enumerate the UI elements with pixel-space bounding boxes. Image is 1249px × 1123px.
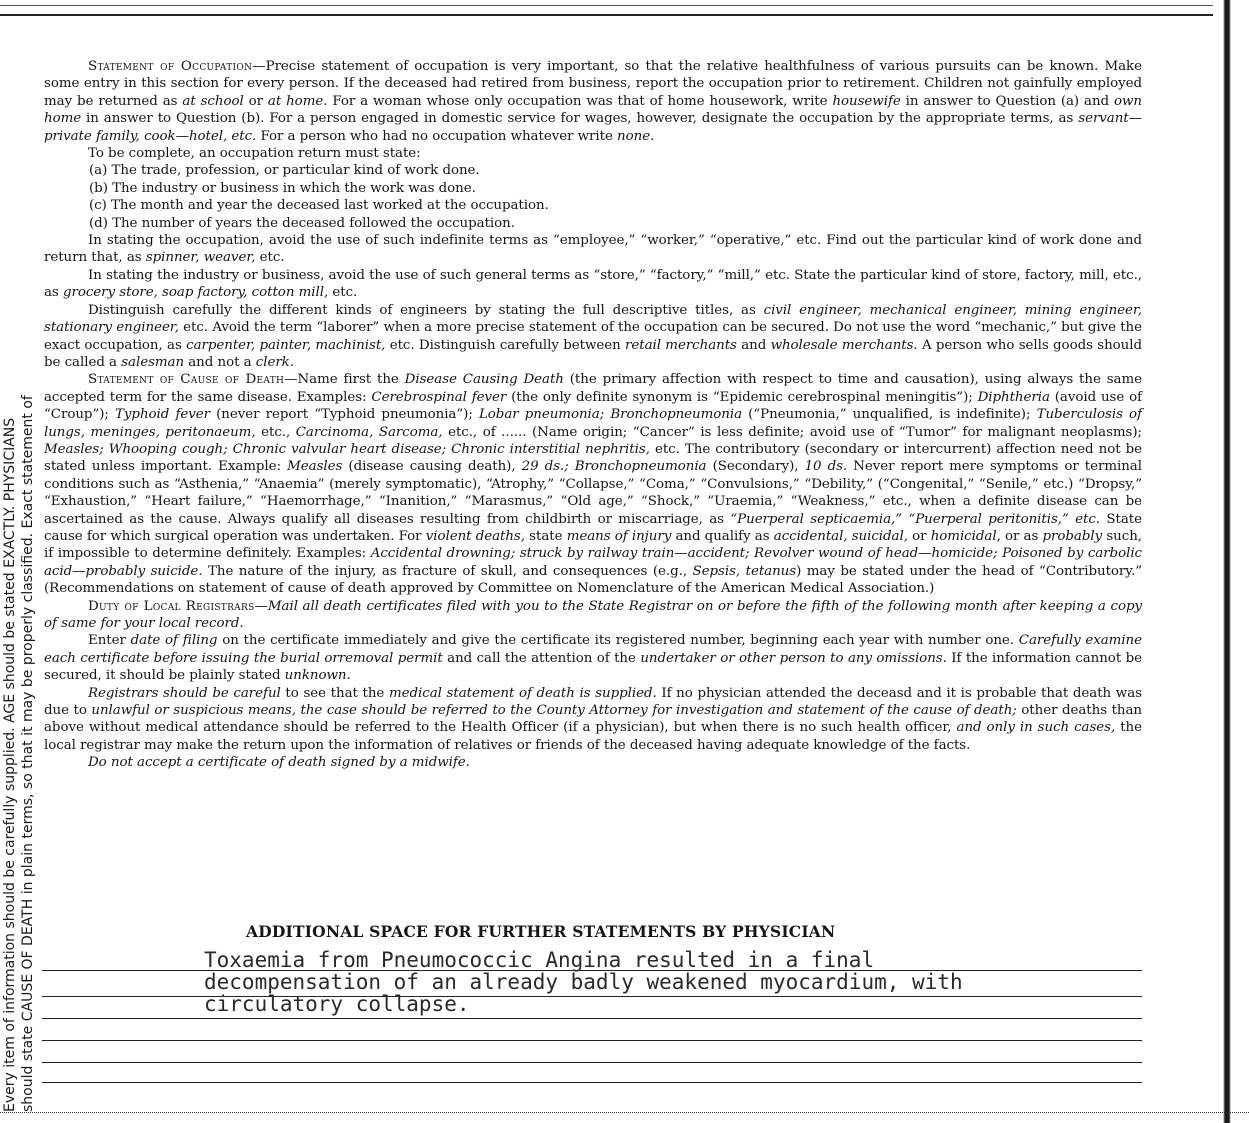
engineers-paragraph: Distinguish carefully the different kinds of engineers by stating the full descriptive titles, as civil engineer, mechanical engineer, mining engineer, stationary engineer, etc. Avoid the term “laborer” when a more precise statement of the occupation can be secured. Do not use the word “mechanic,” but give the exact occupation, as carpenter, painter, machinist, etc. Distinguish carefully between retail merchants and wholesale merchants. A person who sells goods should be called a salesman and not a clerk. — [44, 302, 1142, 370]
occupation-item-c: (c) The month and year the deceased last worked at the occupation. — [89, 198, 549, 214]
page-bottom-edge — [0, 1112, 1249, 1123]
writing-line-5 — [42, 1062, 1142, 1063]
occupation-items — [89, 162, 1142, 232]
complete-intro: To be complete, an occupation return must state: — [88, 146, 421, 162]
writing-line-6 — [42, 1082, 1142, 1083]
side-text-line-2: should state CAUSE OF DEATH in plain terms, so that it may be properly classified. Exact statement of — [20, 395, 36, 1112]
additional-space-title: ADDITIONAL SPACE FOR FURTHER STATEMENTS BY PHYSICIAN — [246, 922, 836, 941]
stating-industry-paragraph: In stating the industry or business, avoid the use of such general terms as “store,” “factory,” “mill,” etc. State the particular kind of store, factory, mill, etc., as grocery store, soap factory, cotton mill, etc. — [44, 267, 1142, 301]
writing-line-4 — [42, 1040, 1142, 1041]
physician-statement — [204, 949, 1194, 1015]
cause-heading: Statement of Cause of Death — [88, 372, 285, 388]
cause-of-death-paragraph: Statement of Cause of Death—Name first the Disease Causing Death (the primary affection with respect to time and causation), using always the same accepted term for the same disease. Examples: Cerebrospinal fever (the only definite synonym is “Epidemic cerebrospinal meningitis”); Diphtheria (avoid use of “Croup”); Typhoid fever (never report “Typhoid pneumonia”); Lobar pneumonia; Bronchopneumonia (“Pneumonia,” unqualified, is indefinite); Tuberculosis of lungs, meninges, peritonaeum, etc., Carcinoma, Sarcoma, etc., of ...... (Name origin; “Cancer” is less definite; avoid use of “Tumor” for malignant neoplasms); Measles; Whooping cough; Chronic valvular heart disease; Chronic interstitial nephritis, etc. The contributory (secondary or intercurrent) affection need not be stated unless important. Example: Measles (disease causing death), 29 ds.; Bronchopneumonia (Secondary), 10 ds. Never report mere symptoms or terminal conditions such as “Asthenia,” “Anaemia” (merely symptomatic), “Atrophy,” “Collapse,” “Coma,” “Convulsions,” “Debility,” (“Congenital,” “Senile,” etc.) “Dropsy,” “Exhaustion,” “Heart failure,” “Haemorrhage,” “Inanition,” “Marasmus,” “Old age,” “Shock,” “Uraemia,” “Weakness,” etc., when a definite disease can be ascertained as the cause. Always qualify all diseases resulting from childbirth or miscarriage, as “Puerperal septicaemia,” “Puerperal peritonitis,” etc. State cause for which surgical operation was undertaken. For violent deaths, state means of injury and qualify as accidental, suicidal, or homicidal, or as probably such, if impossible to determine definitely. Examples: Accidental drowning; struck by railway train—accident; Revolver wound of head—homicide; Poisoned by carbolic acid—probably suicide. The nature of the injury, as fracture of skull, and consequences (e.g., Sepsis, tetanus) may be stated under the head of “Contributory.” (Recommendations on statement of cause of death approved by Committee on Nomenclature of the American Medical Association.) — [44, 372, 1142, 597]
occupation-item-b: (b) The industry or business in which the work was done. — [89, 180, 476, 196]
occupation-heading: Statement of Occupation — [88, 59, 253, 74]
physician-statement-line-3: circulatory collapse. — [204, 992, 470, 1016]
side-margin-text — [0, 0, 50, 1123]
occupation-item-a: (a) The trade, profession, or particular kind of work done. — [89, 163, 480, 179]
physician-statement-line-1: Toxaemia from Pneumococcic Angina resulted in a final — [204, 948, 875, 972]
page-right-edge — [1213, 0, 1249, 1123]
duty-heading: Duty of Local Registrars — [88, 598, 255, 614]
writing-line-3 — [42, 1018, 1142, 1019]
stating-occupation-paragraph: In stating the occupation, avoid the use of such indefinite terms as “employee,” “worker,” “operative,” etc. Find out the particular kind of work done and return that, as spinner, weaver, etc. — [44, 233, 1142, 266]
page-top-edge — [0, 0, 1249, 16]
instructions-body — [44, 58, 1142, 772]
side-text-line-1: Every item of information should be carefully supplied. AGE should be stated EXACTLY. PHYSICIANS — [2, 417, 18, 1112]
occupation-paragraph: Statement of Occupation—Precise statement of occupation is very important, so that the relative healthfulness of various pursuits can be known. Make some entry in this section for every person. If the deceased had retired from business, report the occupation prior to retirement. Children not gainfully employed may be returned as at school or at home. For a woman whose only occupation was that of home housework, write housewife in answer to Question (a) and own home in answer to Question (b). For a person engaged in domestic service for wages, however, designate the occupation by the appropriate terms, as servant—private family, cook—hotel, etc. For a person who had no occupation whatever write none. — [44, 59, 1142, 144]
registrars-paragraph: Registrars should be careful to see that the medical statement of death is supplied. If no physician attended the deceasd and it is probable that death was due to unlawful or suspicious means, the case should be referred to the County Attorney for investigation and statement of the cause of death; other deaths than above without medical attendance should be referred to the Health Officer (if a physician), but when there is no such health officer, and only in such cases, the local registrar may make the return upon the information of relatives or friends of the deceased having adequate knowledge of the facts. — [44, 685, 1142, 753]
midwife-paragraph: Do not accept a certificate of death signed by a midwife. — [88, 755, 470, 771]
duty-paragraph: Duty of Local Registrars—Mail all death certificates filed with you to the State Registrar on or before the fifth of the following month after keeping a copy of same for your local record. — [44, 598, 1142, 631]
physician-statement-line-2: decompensation of an already badly weakened myocardium, with — [204, 970, 963, 994]
occupation-item-d: (d) The number of years the deceased followed the occupation. — [89, 215, 515, 231]
filing-paragraph: Enter date of filing on the certificate immediately and give the certificate its registered number, beginning each year with number one. Carefully examine each certificate before issuing the burial orremoval permit and call the attention of the undertaker or other person to any omissions. If the information cannot be secured, it should be plainly stated unknown. — [44, 633, 1142, 684]
